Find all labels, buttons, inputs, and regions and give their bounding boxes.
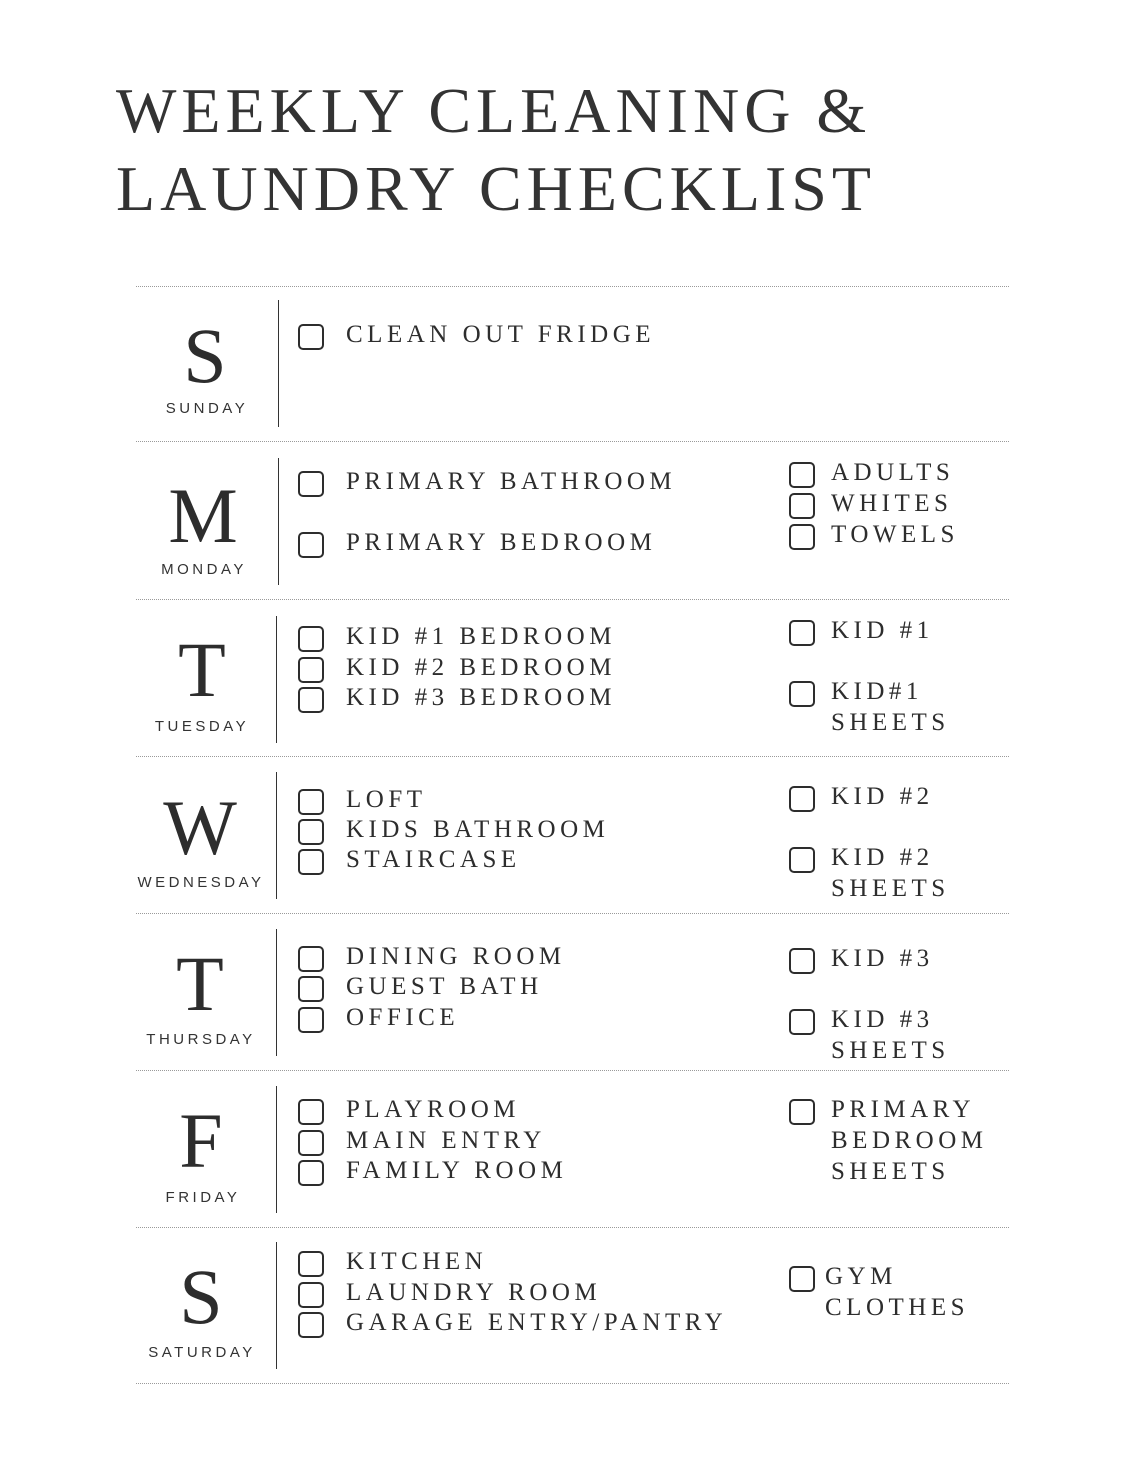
day-name-sunday: SUNDAY xyxy=(165,400,249,417)
day-letter-sunday: S xyxy=(183,312,227,399)
cleaning-checkbox[interactable] xyxy=(298,687,324,713)
cleaning-checkbox[interactable] xyxy=(298,1160,324,1186)
cleaning-checkbox[interactable] xyxy=(298,1251,324,1277)
laundry-task-label: ADULTS xyxy=(831,459,955,486)
row-divider xyxy=(136,286,1009,287)
row-divider xyxy=(136,756,1009,757)
laundry-task-label: BEDROOM xyxy=(831,1127,988,1154)
title-line-1: WEEKLY CLEANING & xyxy=(116,75,872,146)
laundry-checkbox[interactable] xyxy=(789,1009,815,1035)
day-separator xyxy=(276,1086,277,1213)
cleaning-checkbox[interactable] xyxy=(298,1282,324,1308)
laundry-checkbox[interactable] xyxy=(789,462,815,488)
day-letter-saturday: S xyxy=(179,1253,223,1340)
page-title xyxy=(116,72,876,228)
day-letter-wednesday: W xyxy=(163,784,237,871)
cleaning-checkbox[interactable] xyxy=(298,849,324,875)
day-name-friday: FRIDAY xyxy=(165,1189,241,1206)
day-separator xyxy=(276,772,277,899)
cleaning-task-label: GARAGE ENTRY/PANTRY xyxy=(346,1309,728,1336)
cleaning-task-label: PRIMARY BATHROOM xyxy=(346,468,677,495)
laundry-task-label: KID#1 xyxy=(831,678,923,705)
cleaning-checkbox[interactable] xyxy=(298,819,324,845)
cleaning-task-label: GUEST BATH xyxy=(346,973,543,1000)
day-letter-friday: F xyxy=(179,1097,223,1184)
laundry-task-label: SHEETS xyxy=(831,1158,950,1185)
cleaning-task-label: OFFICE xyxy=(346,1004,460,1031)
cleaning-checkbox[interactable] xyxy=(298,789,324,815)
laundry-checkbox[interactable] xyxy=(789,786,815,812)
cleaning-task-label: MAIN ENTRY xyxy=(346,1127,546,1154)
laundry-checkbox[interactable] xyxy=(789,948,815,974)
day-name-thursday: THURSDAY xyxy=(146,1031,256,1048)
day-separator xyxy=(276,1242,277,1369)
cleaning-task-label: KITCHEN xyxy=(346,1248,488,1275)
laundry-checkbox[interactable] xyxy=(789,524,815,550)
cleaning-checkbox[interactable] xyxy=(298,1312,324,1338)
laundry-checkbox[interactable] xyxy=(789,1266,815,1292)
cleaning-task-label: LOFT xyxy=(346,786,427,813)
title-line-2: LAUNDRY CHECKLIST xyxy=(116,153,876,224)
cleaning-checkbox[interactable] xyxy=(298,976,324,1002)
day-separator xyxy=(276,616,277,743)
laundry-checkbox[interactable] xyxy=(789,493,815,519)
day-name-tuesday: TUESDAY xyxy=(154,718,250,735)
day-name-wednesday: WEDNESDAY xyxy=(137,874,265,891)
row-divider xyxy=(136,1070,1009,1071)
cleaning-task-label: PLAYROOM xyxy=(346,1096,521,1123)
laundry-task-label: SHEETS xyxy=(831,875,950,902)
day-separator xyxy=(278,458,279,585)
row-divider xyxy=(136,1227,1009,1228)
cleaning-task-label: KID #3 BEDROOM xyxy=(346,684,616,711)
cleaning-checkbox[interactable] xyxy=(298,626,324,652)
day-letter-monday: M xyxy=(168,472,238,559)
laundry-task-label: WHITES xyxy=(831,490,953,517)
cleaning-task-label: KIDS BATHROOM xyxy=(346,816,610,843)
laundry-task-label: KID #1 xyxy=(831,617,934,644)
cleaning-checkbox[interactable] xyxy=(298,946,324,972)
cleaning-task-label: FAMILY ROOM xyxy=(346,1157,568,1184)
laundry-checkbox[interactable] xyxy=(789,681,815,707)
cleaning-checkbox[interactable] xyxy=(298,657,324,683)
laundry-checkbox[interactable] xyxy=(789,620,815,646)
row-divider xyxy=(136,441,1009,442)
cleaning-task-label: KID #1 BEDROOM xyxy=(346,623,616,650)
cleaning-checkbox[interactable] xyxy=(298,1099,324,1125)
cleaning-checkbox[interactable] xyxy=(298,1007,324,1033)
laundry-task-label: KID #3 xyxy=(831,945,934,972)
laundry-task-label: KID #2 xyxy=(831,844,934,871)
cleaning-task-label: PRIMARY BEDROOM xyxy=(346,529,657,556)
cleaning-checkbox[interactable] xyxy=(298,324,324,350)
laundry-task-label: KID #3 xyxy=(831,1006,934,1033)
row-divider xyxy=(136,913,1009,914)
day-separator xyxy=(276,929,277,1056)
laundry-task-label: CLOTHES xyxy=(825,1294,969,1321)
day-letter-thursday: T xyxy=(176,940,224,1027)
cleaning-checkbox[interactable] xyxy=(298,532,324,558)
laundry-task-label: TOWELS xyxy=(831,521,959,548)
cleaning-task-label: DINING ROOM xyxy=(346,943,566,970)
row-divider xyxy=(136,599,1009,600)
laundry-task-label: PRIMARY xyxy=(831,1096,976,1123)
cleaning-task-label: LAUNDRY ROOM xyxy=(346,1279,602,1306)
cleaning-task-label: KID #2 BEDROOM xyxy=(346,654,616,681)
cleaning-task-label: STAIRCASE xyxy=(346,846,521,873)
row-divider xyxy=(136,1383,1009,1384)
laundry-task-label: SHEETS xyxy=(831,1037,950,1064)
laundry-task-label: KID #2 xyxy=(831,783,934,810)
laundry-checkbox[interactable] xyxy=(789,847,815,873)
laundry-task-label: SHEETS xyxy=(831,709,950,736)
cleaning-task-label: CLEAN OUT FRIDGE xyxy=(346,321,656,348)
day-separator xyxy=(278,300,279,427)
day-name-saturday: SATURDAY xyxy=(148,1344,256,1361)
day-name-monday: MONDAY xyxy=(161,561,247,578)
cleaning-checkbox[interactable] xyxy=(298,471,324,497)
day-letter-tuesday: T xyxy=(178,626,226,713)
laundry-task-label: GYM xyxy=(825,1263,897,1290)
cleaning-checkbox[interactable] xyxy=(298,1130,324,1156)
laundry-checkbox[interactable] xyxy=(789,1099,815,1125)
